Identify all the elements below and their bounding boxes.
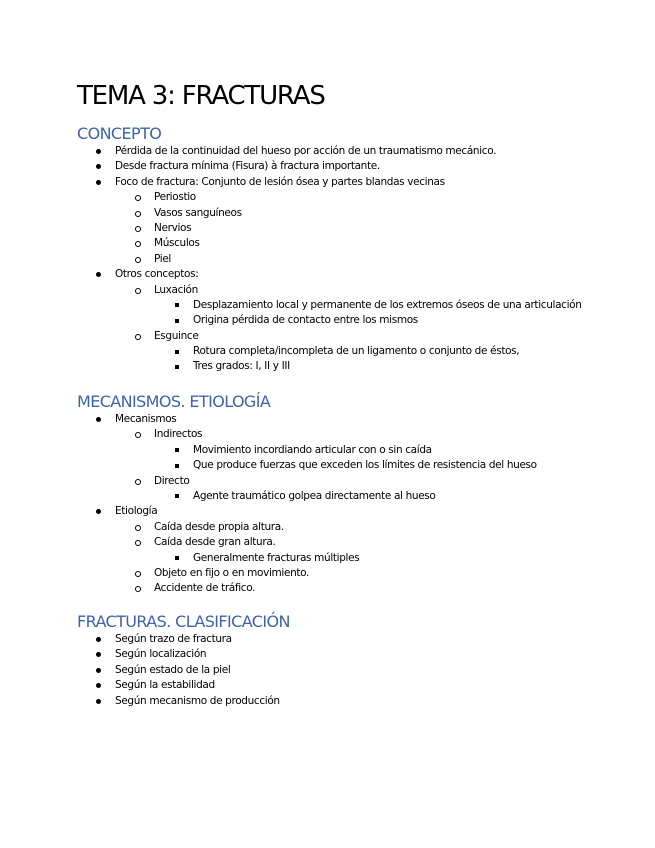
square-bullet-icon [175,350,179,354]
bullet-list [77,632,290,709]
list-item [77,329,582,375]
list-item [77,359,582,374]
list-item [77,190,582,205]
square-bullet-icon [175,365,179,369]
circle-bullet-icon [135,479,141,485]
circle-bullet-icon [135,288,141,294]
list-item-text: Agente traumático golpea directamente al hueso [193,489,436,502]
list-item-text: Directo [154,474,190,487]
list-item [77,694,290,709]
bullet-icon [96,509,101,514]
list-item-text: Luxación [154,283,198,296]
square-bullet-icon [175,448,179,452]
list-item [77,236,582,251]
list-item-text: Accidente de tráfico. [154,582,256,595]
list-item-text: Foco de fractura: Conjunto de lesión ósea y partes blandas vecinas [115,175,445,188]
list-item [77,144,582,159]
list-item [77,159,582,174]
list-item [77,504,537,596]
list-item-text: Que produce fuerzas que exceden los límites de resistencia del hueso [193,459,537,472]
circle-bullet-icon [135,211,141,217]
list-item [77,206,582,221]
bullet-icon [96,417,101,422]
list-item-text: Periostio [154,191,196,204]
section-clasificacion [77,612,290,709]
list-item-text: Mecanismos [115,413,177,425]
list-item [77,581,537,596]
section-heading: FRACTURAS. CLASIFICACIÓN [77,612,290,631]
section-heading: MECANISMOS. ETIOLOGÍA [77,392,271,411]
list-item [77,283,582,329]
list-item-text: Vasos sanguíneos [154,206,242,219]
circle-bullet-icon [135,334,141,340]
list-item-text: Según estado de la piel [115,663,231,676]
square-bullet-icon [175,303,179,307]
list-item-text: Según localización [115,648,207,661]
circle-bullet-icon [135,540,141,546]
sub-list [77,520,537,597]
page-title: TEMA 3: FRACTURAS [77,81,325,111]
list-item-text: Rotura completa/incompleta de un ligamento o conjunto de éstos, [193,345,520,358]
square-bullet-icon [175,464,179,468]
sub-list [77,489,537,504]
list-item [77,443,537,458]
list-item [77,458,537,473]
list-item [77,678,290,693]
bullet-icon [96,683,101,688]
section-concepto [77,124,582,375]
list-item [77,221,582,236]
circle-bullet-icon [135,586,141,592]
circle-bullet-icon [135,241,141,247]
list-item-text: Desde fractura mínima (Fisura) à fractura importante. [115,160,380,173]
list-item [77,632,290,647]
circle-bullet-icon [135,432,141,438]
circle-bullet-icon [135,571,141,577]
sub-list [77,283,582,375]
circle-bullet-icon [135,195,141,201]
list-item-text: Indirectos [154,428,203,441]
list-item [77,663,290,678]
list-item [77,489,537,504]
list-item [77,427,537,473]
section-mecanismos [77,392,537,597]
list-item-text: Objeto en fijo o en movimiento. [154,566,310,579]
circle-bullet-icon [135,226,141,232]
list-item-text: Desplazamiento local y permanente de los extremos óseos de una articulación [193,298,582,311]
square-bullet-icon [175,556,179,560]
list-item [77,344,582,359]
circle-bullet-icon [135,525,141,531]
bullet-icon [96,272,101,277]
list-item-text: Según trazo de fractura [115,633,232,645]
sub-list [77,190,582,267]
list-item [77,551,537,566]
list-item-text: Nervios [154,221,192,234]
list-item-text: Según la estabilidad [115,679,215,692]
list-item-text: Pérdida de la continuidad del hueso por acción de un traumatismo mecánico. [115,145,497,157]
section-heading: CONCEPTO [77,124,162,143]
sub-list [77,551,537,566]
square-bullet-icon [175,494,179,498]
list-item [77,313,582,328]
bullet-icon [96,652,101,657]
list-item [77,412,537,504]
list-item-text: Etiología [115,505,158,518]
bullet-list [77,412,537,597]
list-item [77,535,537,566]
list-item [77,647,290,662]
sub-list [77,344,582,375]
sub-list [77,427,537,504]
sub-list [77,298,582,329]
list-item-text: Generalmente fracturas múltiples [193,551,360,564]
bullet-icon [96,149,101,154]
bullet-list [77,144,582,375]
sub-list [77,443,537,474]
square-bullet-icon [175,319,179,323]
list-item-text: Movimiento incordiando articular con o sin caída [193,443,432,456]
list-item [77,474,537,505]
bullet-icon [96,164,101,169]
list-item-text: Caída desde gran altura. [154,536,276,549]
list-item-text: Según mecanismo de producción [115,694,280,707]
list-item [77,252,582,267]
list-item-text: Otros conceptos: [115,268,199,281]
list-item [77,566,537,581]
bullet-icon [96,637,101,642]
list-item-text: Músculos [154,237,200,250]
bullet-icon [96,699,101,704]
list-item-text: Piel [154,252,171,265]
list-item [77,520,537,535]
circle-bullet-icon [135,257,141,263]
list-item-text: Tres grados: I, II y III [193,360,290,373]
bullet-icon [96,668,101,673]
list-item [77,298,582,313]
list-item [77,175,582,267]
bullet-icon [96,180,101,185]
list-item-text: Origina pérdida de contacto entre los mismos [193,314,418,327]
list-item-text: Caída desde propia altura. [154,520,284,533]
list-item-text: Esguince [154,329,199,342]
list-item [77,267,582,375]
